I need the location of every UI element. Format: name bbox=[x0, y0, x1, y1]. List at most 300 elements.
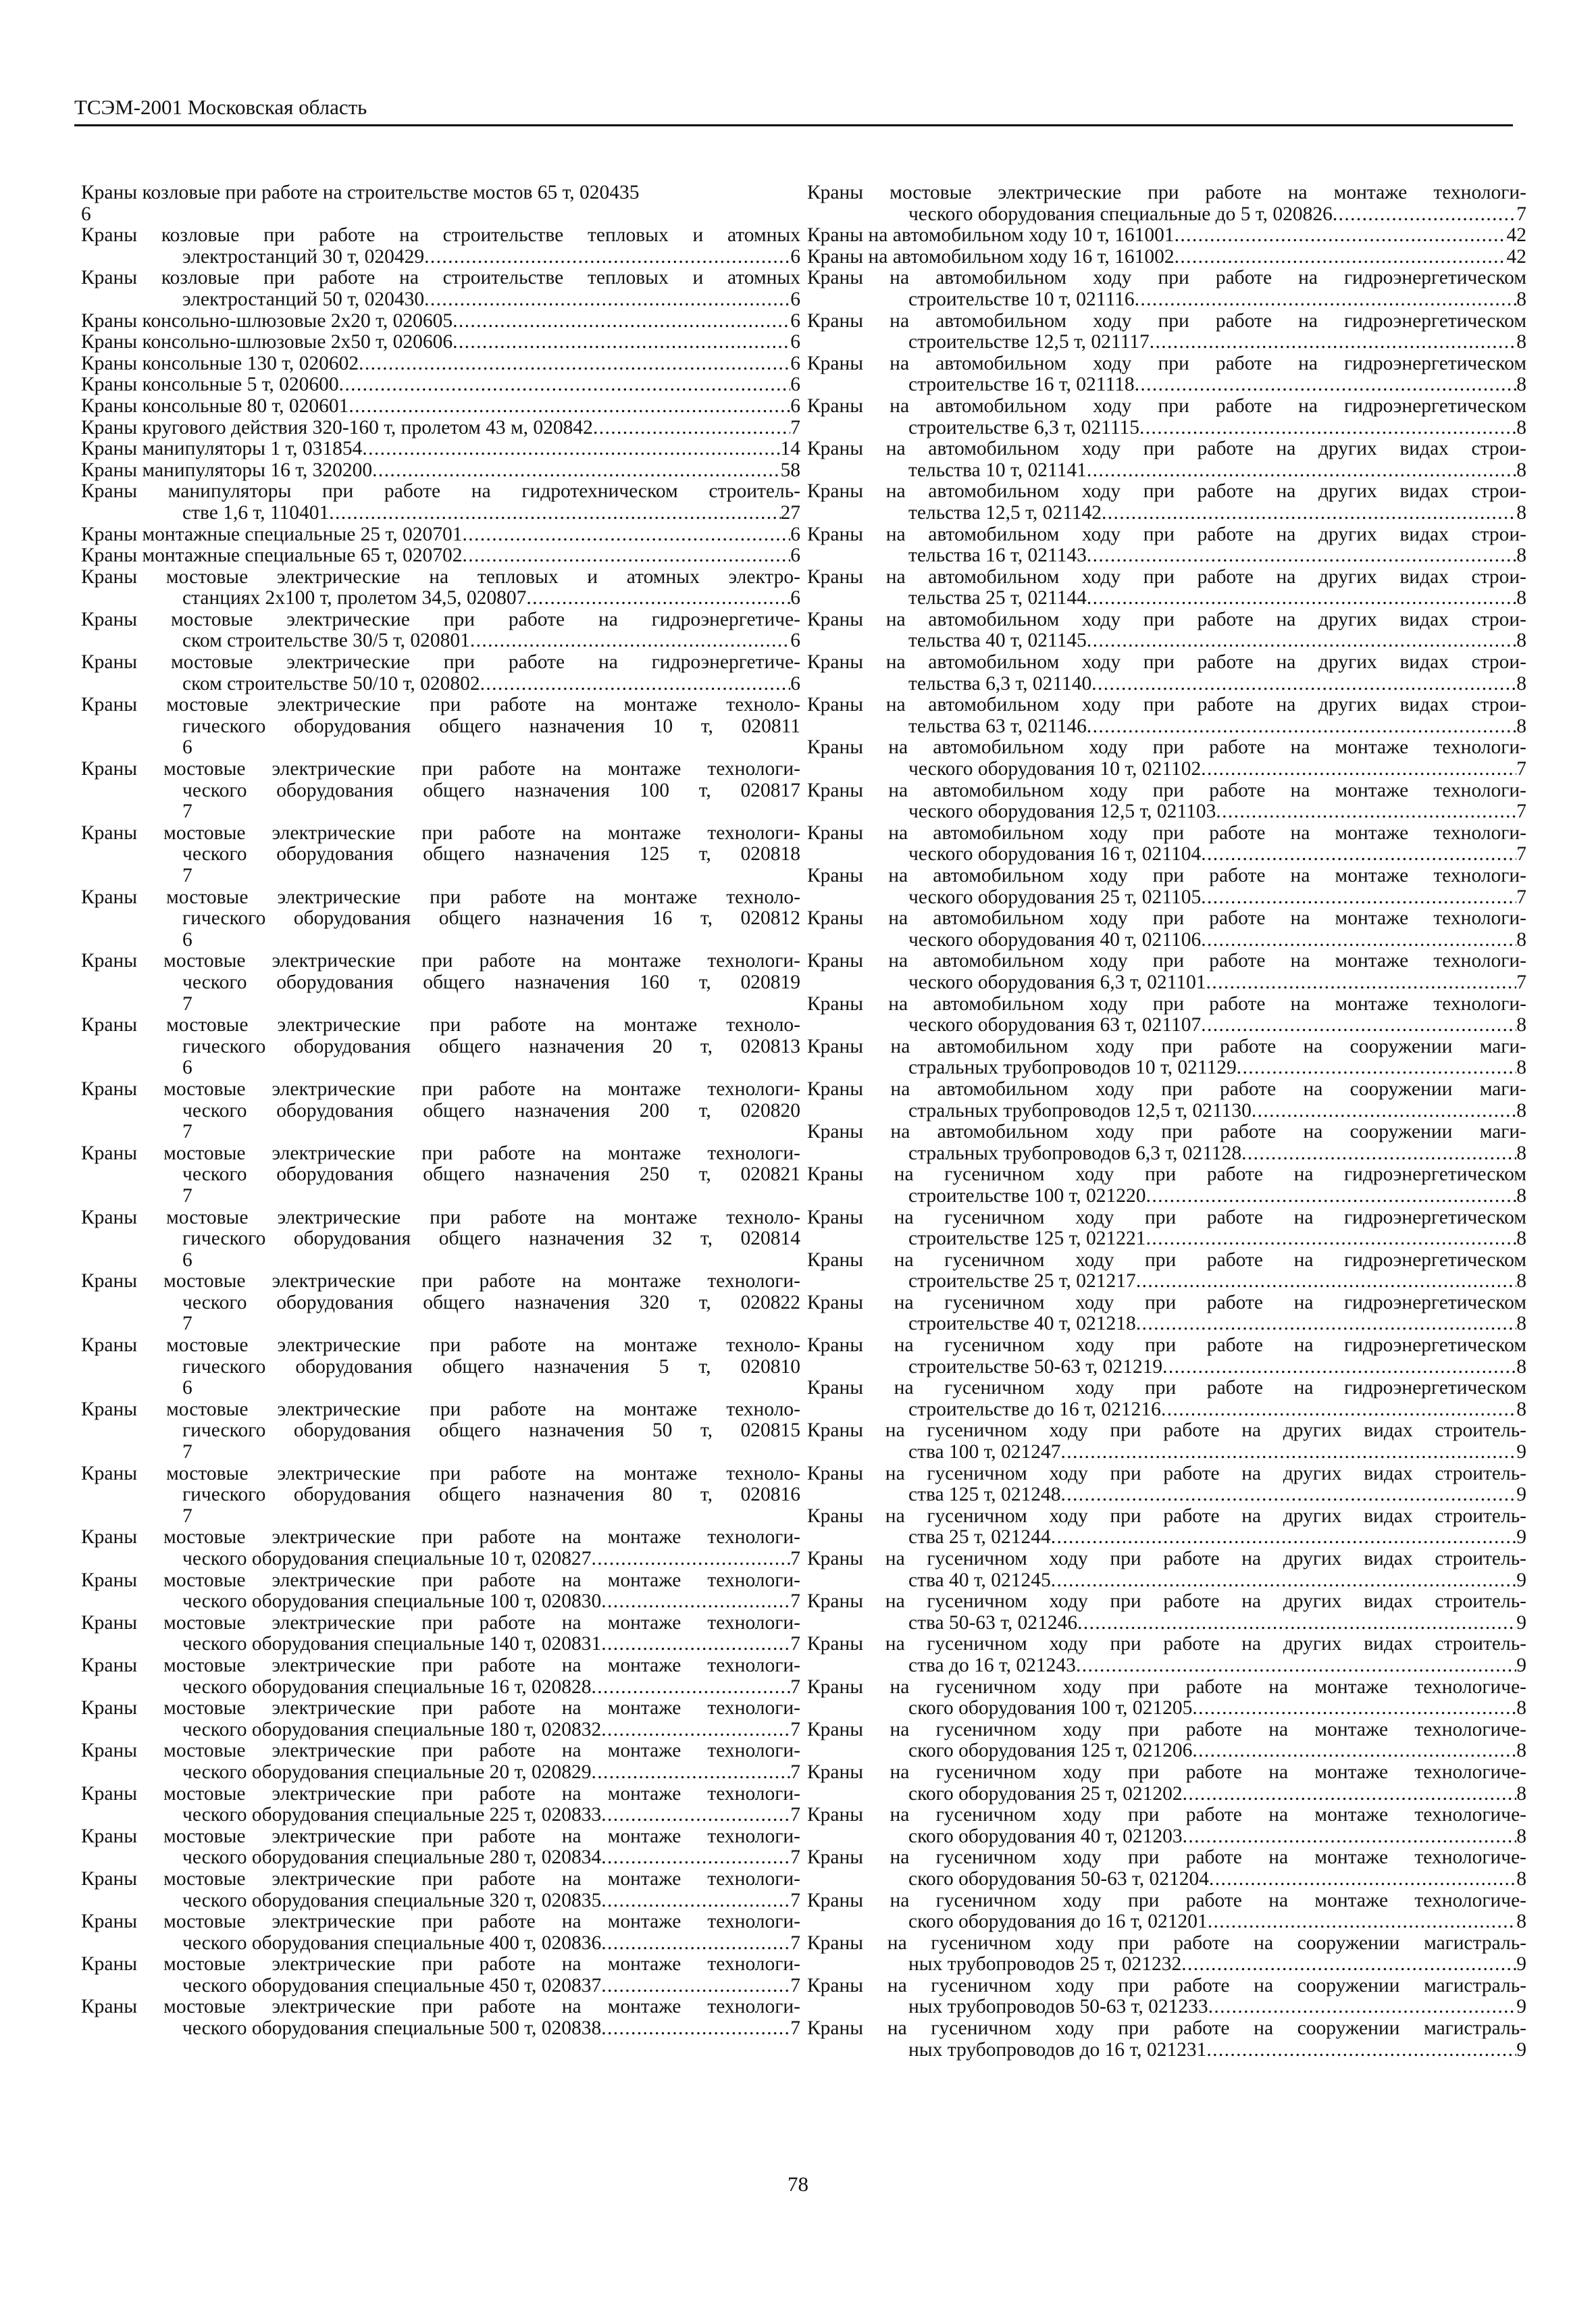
dot-leader bbox=[372, 460, 780, 482]
entry-text: Краны на автомобильном ходу 10 т, 161001 bbox=[807, 224, 1175, 247]
dot-leader bbox=[1181, 1954, 1516, 1976]
entry-text: Краны на автомобильном ходу при работе на других видах строи- bbox=[807, 523, 1526, 545]
entry-text-continued: ческого оборудования специальные 180 т, 020832 bbox=[182, 1718, 602, 1740]
dot-leader bbox=[591, 1677, 790, 1699]
entry-page: 6 bbox=[790, 523, 800, 545]
index-entry bbox=[807, 182, 1526, 225]
entry-text: Краны на автомобильном ходу при работе на других видах строи- bbox=[807, 694, 1526, 716]
entry-page: 8 bbox=[1516, 545, 1526, 567]
entry-page: 6 bbox=[790, 374, 800, 396]
entry-text: Краны мостовые электрические при работе на монтаже технологи- bbox=[81, 1996, 800, 2018]
entry-text-continued: ческого оборудования общего назначения 125 т, 020818 bbox=[182, 843, 800, 865]
entry-text: Краны на гусеничном ходу при работе на других видах строитель- bbox=[807, 1419, 1526, 1442]
entry-text: Краны мостовые электрические при работе на монтаже технологи- bbox=[81, 1611, 800, 1634]
entry-text: Краны манипуляторы при работе на гидротехническом строитель- bbox=[81, 480, 800, 503]
index-entry bbox=[81, 332, 800, 353]
dot-leader bbox=[1216, 801, 1516, 823]
entry-page: 42 bbox=[1506, 224, 1526, 247]
entry-page: 7 bbox=[1516, 758, 1526, 780]
entry-text-continued: ческого оборудования специальные 16 т, 020828 bbox=[182, 1676, 592, 1698]
index-entry bbox=[81, 652, 800, 695]
dot-leader bbox=[1237, 1057, 1516, 1079]
entry-page: 9 bbox=[1516, 1654, 1526, 1676]
entry-text-continued: ческого оборудования специальные 450 т, 020837 bbox=[182, 1974, 602, 1996]
dot-leader bbox=[601, 1719, 790, 1741]
entry-page: 7 bbox=[790, 1718, 800, 1740]
entry-page: 8 bbox=[1516, 1228, 1526, 1250]
entry-page: 7 bbox=[182, 865, 192, 886]
entry-page: 6 bbox=[182, 1057, 192, 1079]
entry-text: Краны на автомобильном ходу при работе на гидроэнергетическом bbox=[807, 309, 1526, 332]
entry-text: Краны на гусеничном ходу при работе на монтаже технологиче- bbox=[807, 1846, 1526, 1869]
index-entry bbox=[81, 481, 800, 524]
entry-page: 6 bbox=[790, 245, 800, 268]
entry-page: 9 bbox=[1516, 1441, 1526, 1463]
entry-text-continued: гического оборудования общего назначения 80 т, 020816 bbox=[182, 1484, 800, 1506]
entry-page: 8 bbox=[1516, 1825, 1526, 1847]
entry-page: 7 bbox=[1516, 203, 1526, 225]
entry-text-continued: ском строительстве 30/5 т, 020801 bbox=[182, 630, 470, 652]
entry-text-continued: ческого оборудования специальные 400 т, 020836 bbox=[182, 1932, 602, 1954]
entry-text: Краны мостовые электрические при работе на монтаже техноло- bbox=[81, 1462, 800, 1484]
entry-text-continued: ческого оборудования 16 т, 021104 bbox=[908, 843, 1202, 865]
entry-page: 7 bbox=[182, 1121, 192, 1143]
index-entry bbox=[807, 1164, 1526, 1207]
entry-text: Краны на гусеничном ходу при работе на сооружении магистраль- bbox=[807, 1932, 1526, 1954]
entry-text: Краны на гусеничном ходу при работе на монтаже технологиче- bbox=[807, 1889, 1526, 1911]
dot-leader bbox=[1192, 1698, 1516, 1719]
entry-text: Краны на автомобильном ходу при работе на монтаже технологи- bbox=[807, 992, 1526, 1015]
entry-text: Краны мостовые электрические при работе на монтаже технологи- bbox=[81, 1911, 800, 1933]
entry-page: 8 bbox=[1516, 1355, 1526, 1378]
entry-text-continued: строительстве 16 т, 021118 bbox=[908, 374, 1135, 396]
entry-text: Краны мостовые электрические при работе на монтаже технологи- bbox=[81, 1697, 800, 1719]
entry-text: Краны мостовые электрические при работе на монтаже техноло- bbox=[81, 886, 800, 908]
entry-page: 8 bbox=[1516, 672, 1526, 695]
entry-page: 8 bbox=[1516, 630, 1526, 652]
entry-text: Краны на гусеничном ходу при работе на гидроэнергетическом bbox=[807, 1249, 1526, 1271]
dot-leader bbox=[526, 588, 790, 609]
entry-text: Краны мостовые электрические при работе на монтаже технологи- bbox=[81, 1270, 800, 1292]
entry-text: Краны на гусеничном ходу при работе на монтаже технологиче- bbox=[807, 1761, 1526, 1783]
entry-text: Краны на гусеничном ходу при работе на монтаже технологиче- bbox=[807, 1804, 1526, 1826]
entry-text-continued: строительстве 10 т, 021116 bbox=[908, 288, 1135, 310]
running-header bbox=[74, 95, 1513, 126]
entry-text: Краны на автомобильном ходу 16 т, 161002 bbox=[807, 245, 1175, 268]
entry-text-continued: ского оборудования 50-63 т, 021204 bbox=[908, 1867, 1209, 1890]
index-entry bbox=[807, 567, 1526, 609]
entry-text-continued: тельства 63 т, 021146 bbox=[908, 715, 1087, 737]
entry-page: 7 bbox=[790, 416, 800, 438]
entry-text-continued: ческого оборудования 12,5 т, 021103 bbox=[908, 801, 1216, 823]
entry-page: 6 bbox=[182, 736, 192, 759]
index-entry bbox=[81, 1570, 800, 1613]
index-entry bbox=[807, 396, 1526, 438]
entry-text-continued: строительстве 12,5 т, 021117 bbox=[908, 331, 1150, 353]
entry-text-continued: тельства 16 т, 021143 bbox=[908, 545, 1087, 567]
index-entry bbox=[81, 1954, 800, 1996]
entry-page: 6 bbox=[790, 587, 800, 609]
entry-text-continued: ского оборудования 40 т, 021203 bbox=[908, 1825, 1183, 1847]
entry-text-continued: стральных трубопроводов 6,3 т, 021128 bbox=[908, 1142, 1242, 1164]
entry-text-continued: ческого оборудования специальные 500 т, 020838 bbox=[182, 2017, 602, 2040]
index-entry bbox=[807, 1079, 1526, 1122]
entry-text-continued: стральных трубопроводов 12,5 т, 021130 bbox=[908, 1099, 1252, 1122]
entry-text: Краны мостовые электрические при работе на монтаже технологи- bbox=[81, 1142, 800, 1164]
entry-text: Краны на гусеничном ходу при работе на других видах строитель- bbox=[807, 1548, 1526, 1569]
dot-leader bbox=[1136, 1271, 1516, 1292]
index-entry bbox=[81, 1911, 800, 1954]
dot-leader bbox=[1146, 1186, 1517, 1207]
entry-page: 6 bbox=[182, 928, 192, 951]
index-entry bbox=[81, 1079, 800, 1143]
index-entry bbox=[807, 1890, 1526, 1933]
entry-text: Краны на автомобильном ходу при работе на монтаже технологи- bbox=[807, 822, 1526, 844]
index-entry bbox=[807, 1506, 1526, 1549]
entry-text-continued: ства 100 т, 021247 bbox=[908, 1441, 1061, 1463]
dot-leader bbox=[591, 1762, 790, 1784]
entry-text: Краны на гусеничном ходу при работе на монтаже технологиче- bbox=[807, 1676, 1526, 1698]
entry-text-continued: ных трубопроводов 25 т, 021232 bbox=[908, 1953, 1182, 1976]
dot-leader bbox=[601, 2018, 790, 2040]
entry-text: Краны на автомобильном ходу при работе на сооружении маги- bbox=[807, 1078, 1526, 1100]
index-entry bbox=[81, 1996, 800, 2039]
entry-text: Краны на гусеничном ходу при работе на гидроэнергетическом bbox=[807, 1334, 1526, 1357]
entry-page: 8 bbox=[1516, 288, 1526, 310]
index-entry bbox=[807, 268, 1526, 310]
index-entry bbox=[807, 1292, 1526, 1335]
index-entry bbox=[81, 545, 800, 567]
index-entry bbox=[81, 268, 800, 310]
index-entry bbox=[81, 1463, 800, 1528]
entry-text: Краны козловые при работе на строительстве тепловых и атомных bbox=[81, 224, 800, 247]
entry-page: 8 bbox=[1516, 374, 1526, 396]
entry-text-continued: ского оборудования 25 т, 021202 bbox=[908, 1782, 1183, 1805]
index-entry bbox=[807, 737, 1526, 780]
dot-leader bbox=[1208, 1911, 1516, 1933]
entry-text-continued: ском строительстве 50/10 т, 020802 bbox=[182, 672, 480, 695]
entry-text-continued: стве 1,6 т, 110401 bbox=[182, 501, 330, 524]
entry-text: Краны консольно-шлюзовые 2х20 т, 020605 bbox=[81, 309, 453, 332]
entry-text: Краны на автомобильном ходу при работе на гидроэнергетическом bbox=[807, 352, 1526, 374]
dot-leader bbox=[1206, 2040, 1516, 2061]
entry-text: Краны мостовые электрические при работе на монтаже технологи- bbox=[807, 182, 1526, 203]
entry-page: 8 bbox=[1516, 1911, 1526, 1933]
entry-page: 8 bbox=[1516, 416, 1526, 438]
entry-page: 7 bbox=[790, 1590, 800, 1613]
index-entry bbox=[807, 1207, 1526, 1250]
dot-leader bbox=[1201, 887, 1516, 909]
index-entry bbox=[807, 438, 1526, 481]
index-column-right bbox=[807, 182, 1526, 2061]
index-entry bbox=[81, 438, 800, 460]
dot-leader bbox=[362, 438, 780, 460]
index-entry bbox=[807, 1591, 1526, 1634]
entry-text: Краны на автомобильном ходу при работе на гидроэнергетическом bbox=[807, 395, 1526, 417]
entry-text-continued: тельства 10 т, 021141 bbox=[908, 459, 1087, 481]
entry-text-continued: строительстве 40 т, 021218 bbox=[908, 1313, 1136, 1335]
dot-leader bbox=[1209, 1869, 1516, 1890]
dot-leader bbox=[601, 1847, 790, 1869]
entry-text-continued: гического оборудования общего назначения 16 т, 020812 bbox=[182, 907, 800, 930]
index-entry bbox=[81, 524, 800, 546]
index-entry bbox=[81, 1869, 800, 1911]
entry-text-continued: станциях 2х100 т, пролетом 34,5, 020807 bbox=[182, 587, 527, 609]
entry-page: 7 bbox=[182, 1505, 192, 1527]
entry-text: Краны на автомобильном ходу при работе на гидроэнергетическом bbox=[807, 267, 1526, 289]
entry-text: Краны мостовые электрические при работе на монтаже технологи- bbox=[81, 1825, 800, 1847]
entry-page: 8 bbox=[1516, 1014, 1526, 1036]
entry-text: Краны на гусеничном ходу при работе на гидроэнергетическом bbox=[807, 1377, 1526, 1399]
dot-leader bbox=[349, 396, 790, 418]
entry-text-continued: тельства 12,5 т, 021142 bbox=[908, 501, 1102, 524]
entry-text-continued: ческого оборудования специальные до 5 т, 020826 bbox=[908, 203, 1333, 225]
index-entry bbox=[807, 1420, 1526, 1463]
index-entry bbox=[807, 780, 1526, 823]
entry-text: Краны монтажные специальные 65 т, 020702 bbox=[81, 545, 463, 567]
entry-text: Краны на гусеничном ходу при работе на других видах строитель- bbox=[807, 1505, 1526, 1527]
dot-leader bbox=[1102, 503, 1516, 524]
entry-page: 8 bbox=[1516, 459, 1526, 481]
entry-page: 6 bbox=[790, 630, 800, 652]
entry-page: 6 bbox=[790, 288, 800, 310]
entry-text-continued: тельства 6,3 т, 021140 bbox=[908, 672, 1092, 695]
entry-text: Краны на гусеничном ходу при работе на гидроэнергетическом bbox=[807, 1206, 1526, 1228]
entry-text-continued: ческого оборудования 63 т, 021107 bbox=[908, 1014, 1202, 1036]
entry-page: 7 bbox=[1516, 843, 1526, 865]
entry-text-continued: ческого оборудования 6,3 т, 021101 bbox=[908, 971, 1206, 993]
entry-text-continued: строительстве 50-63 т, 021219 bbox=[908, 1355, 1163, 1378]
index-column-left bbox=[81, 182, 800, 2040]
entry-text: Краны монтажные специальные 25 т, 020701 bbox=[81, 523, 463, 545]
entry-text-continued: ческого оборудования специальные 20 т, 020829 bbox=[182, 1761, 592, 1783]
index-entry bbox=[807, 1976, 1526, 2018]
entry-text-continued: ства до 16 т, 021243 bbox=[908, 1654, 1076, 1676]
dot-leader bbox=[1201, 930, 1516, 951]
entry-text-continued: ческого оборудования 10 т, 021102 bbox=[908, 758, 1202, 780]
entry-text: Краны мостовые электрические при работе на монтаже технологи- bbox=[81, 1740, 800, 1762]
entry-text: Краны на автомобильном ходу при работе на монтаже технологи- bbox=[807, 907, 1526, 930]
entry-text-continued: стральных трубопроводов 10 т, 021129 bbox=[908, 1057, 1237, 1079]
entry-page: 7 bbox=[790, 1761, 800, 1783]
index-entry bbox=[807, 247, 1526, 268]
index-entry bbox=[807, 823, 1526, 865]
index-entry bbox=[81, 759, 800, 823]
entry-text: Краны кругового действия 320-160 т, пролетом 43 м, 020842 bbox=[81, 416, 593, 438]
entry-page: 7 bbox=[790, 1804, 800, 1826]
entry-page: 42 bbox=[1506, 245, 1526, 268]
dot-leader bbox=[1183, 1826, 1517, 1848]
entry-page: 7 bbox=[790, 1548, 800, 1569]
dot-leader bbox=[1135, 289, 1517, 311]
entry-page: 9 bbox=[1516, 1526, 1526, 1549]
dot-leader bbox=[1087, 545, 1516, 567]
index-entry bbox=[81, 1399, 800, 1463]
index-entry bbox=[807, 652, 1526, 695]
index-entry bbox=[807, 1463, 1526, 1506]
index-entry bbox=[807, 1549, 1526, 1591]
index-entry bbox=[807, 1847, 1526, 1890]
entry-page: 27 bbox=[780, 501, 800, 524]
dot-leader bbox=[601, 1976, 790, 1997]
dot-leader bbox=[1175, 247, 1507, 268]
index-entry bbox=[807, 1677, 1526, 1719]
dot-leader bbox=[359, 353, 790, 375]
entry-text-continued: тельства 25 т, 021144 bbox=[908, 587, 1087, 609]
entry-text: Краны на автомобильном ходу при работе на других видах строи- bbox=[807, 480, 1526, 503]
dot-leader bbox=[339, 374, 791, 396]
entry-text: Краны на автомобильном ходу при работе на монтаже технологи- bbox=[807, 779, 1526, 801]
header-title: ТСЭМ-2001 Московская область bbox=[74, 95, 367, 119]
entry-page: 7 bbox=[790, 1633, 800, 1655]
index-entry bbox=[807, 609, 1526, 652]
entry-text: Краны мостовые электрические при работе на монтаже техноло- bbox=[81, 1206, 800, 1228]
entry-text: Краны мостовые электрические при работе на монтаже технологи- bbox=[81, 758, 800, 780]
index-entry bbox=[807, 1122, 1526, 1164]
entry-text: Краны мостовые электрические при работе на гидроэнергетиче- bbox=[81, 651, 800, 674]
entry-text-continued: гического оборудования общего назначения 10 т, 020811 bbox=[182, 715, 800, 737]
dot-leader bbox=[1206, 972, 1517, 994]
entry-text-continued: ческого оборудования общего назначения 250 т, 020821 bbox=[182, 1163, 800, 1186]
entry-text: Краны мостовые электрические при работе на монтаже техноло- bbox=[81, 1334, 800, 1357]
dot-leader bbox=[1051, 1570, 1516, 1592]
entry-text-continued: ческого оборудования общего назначения 160 т, 020819 bbox=[182, 971, 800, 993]
index-entry bbox=[81, 374, 800, 396]
index-entry bbox=[807, 1719, 1526, 1762]
dot-leader bbox=[601, 1933, 790, 1955]
entry-text-continued: ческого оборудования специальные 280 т, 020834 bbox=[182, 1846, 602, 1869]
entry-page: 7 bbox=[182, 1441, 192, 1463]
index-entry bbox=[81, 695, 800, 759]
dot-leader bbox=[1162, 1357, 1516, 1378]
index-entry bbox=[81, 951, 800, 1015]
entry-text: Краны мостовые электрические при работе на монтаже техноло- bbox=[81, 1398, 800, 1420]
entry-text-continued: ства 50-63 т, 021246 bbox=[908, 1611, 1078, 1634]
dot-leader bbox=[1136, 1313, 1516, 1335]
index-entry bbox=[81, 1015, 800, 1079]
dot-leader bbox=[1061, 1484, 1517, 1506]
dot-leader bbox=[1051, 1527, 1516, 1549]
entry-text: Краны на автомобильном ходу при работе на других видах строи- bbox=[807, 608, 1526, 630]
index-entry bbox=[807, 353, 1526, 396]
page-number: 78 bbox=[788, 2172, 808, 2196]
entry-page: 8 bbox=[1516, 587, 1526, 609]
entry-page: 6 bbox=[790, 331, 800, 353]
entry-page: 8 bbox=[1516, 1782, 1526, 1805]
index-entry bbox=[81, 1207, 800, 1272]
entry-text: Краны консольные 80 т, 020601 bbox=[81, 395, 349, 417]
entry-page: 7 bbox=[790, 1676, 800, 1698]
index-entry bbox=[807, 1805, 1526, 1847]
entry-page: 7 bbox=[182, 1313, 192, 1335]
index-entry bbox=[81, 460, 800, 482]
entry-page: 58 bbox=[780, 459, 800, 481]
entry-text-continued: ческого оборудования специальные 140 т, 020831 bbox=[182, 1633, 602, 1655]
dot-leader bbox=[601, 1890, 790, 1912]
entry-text: Краны на автомобильном ходу при работе на сооружении маги- bbox=[807, 1035, 1526, 1057]
entry-text: Краны на гусеничном ходу при работе на гидроэнергетическом bbox=[807, 1163, 1526, 1186]
entry-page: 7 bbox=[1516, 801, 1526, 823]
index-entry bbox=[81, 182, 800, 225]
entry-text: Краны на автомобильном ходу при работе на монтаже технологи- bbox=[807, 736, 1526, 759]
entry-text-continued: ческого оборудования специальные 100 т, 020830 bbox=[182, 1590, 602, 1613]
dot-leader bbox=[453, 332, 790, 353]
entry-text: Краны консольные 5 т, 020600 bbox=[81, 374, 339, 396]
entry-text-continued: гического оборудования общего назначения 5 т, 020810 bbox=[182, 1355, 800, 1378]
entry-page: 8 bbox=[1516, 1142, 1526, 1164]
dot-leader bbox=[601, 1591, 790, 1613]
dot-leader bbox=[424, 289, 790, 311]
index-entry bbox=[81, 353, 800, 375]
index-entry bbox=[81, 567, 800, 609]
entry-text-continued: гического оборудования общего назначения 32 т, 020814 bbox=[182, 1228, 800, 1250]
entry-text-continued: ческого оборудования общего назначения 100 т, 020817 bbox=[182, 779, 800, 801]
entry-text-continued: ства 40 т, 021245 bbox=[908, 1569, 1051, 1591]
index-entry bbox=[81, 1527, 800, 1569]
index-entry bbox=[807, 1634, 1526, 1676]
entry-text: Краны мостовые электрические при работе на гидроэнергетиче- bbox=[81, 608, 800, 630]
entry-text: Краны на гусеничном ходу при работе на сооружении магистраль- bbox=[807, 2017, 1526, 2040]
dot-leader bbox=[1333, 204, 1516, 226]
dot-leader bbox=[470, 630, 790, 652]
dot-leader bbox=[1201, 759, 1516, 780]
entry-text-continued: ческого оборудования специальные 225 т, 020833 bbox=[182, 1804, 602, 1826]
dot-leader bbox=[1077, 1613, 1516, 1634]
entry-page: 7 bbox=[790, 1846, 800, 1869]
entry-page: 6 bbox=[790, 545, 800, 567]
dot-leader bbox=[1061, 1442, 1517, 1463]
entry-text: Краны мостовые электрические при работе на монтаже техноло- bbox=[81, 694, 800, 716]
index-entry bbox=[81, 1698, 800, 1740]
index-entry bbox=[807, 951, 1526, 993]
index-entry bbox=[807, 865, 1526, 908]
index-entry bbox=[81, 887, 800, 951]
entry-page: 6 bbox=[790, 395, 800, 417]
entry-page: 6 bbox=[790, 672, 800, 695]
entry-text: Краны мостовые электрические при работе на монтаже технологи- bbox=[81, 1654, 800, 1676]
entry-text: Краны на гусеничном ходу при работе на других видах строитель- bbox=[807, 1462, 1526, 1484]
index-entry bbox=[807, 1036, 1526, 1079]
dot-leader bbox=[591, 1549, 790, 1570]
dot-leader bbox=[329, 503, 780, 524]
entry-page: 7 bbox=[182, 992, 192, 1015]
dot-leader bbox=[1087, 460, 1516, 482]
index-entry bbox=[81, 609, 800, 652]
index-entry bbox=[81, 1613, 800, 1655]
entry-page: 6 bbox=[790, 309, 800, 332]
entry-page: 8 bbox=[1516, 1697, 1526, 1719]
dot-leader bbox=[1091, 674, 1516, 695]
entry-text: Краны на автомобильном ходу при работе на других видах строи- bbox=[807, 651, 1526, 674]
entry-text-continued: ческого оборудования общего назначения 320 т, 020822 bbox=[182, 1291, 800, 1313]
dot-leader bbox=[462, 545, 790, 567]
entry-text: Краны на гусеничном ходу при работе на других видах строитель- bbox=[807, 1590, 1526, 1613]
entry-text: Краны мостовые электрические на тепловых и атомных электро- bbox=[81, 565, 800, 588]
dot-leader bbox=[424, 247, 790, 268]
dot-leader bbox=[1087, 588, 1516, 609]
entry-text: Краны на гусеничном ходу при работе на гидроэнергетическом bbox=[807, 1291, 1526, 1313]
entry-text: Краны на автомобильном ходу при работе на сооружении маги- bbox=[807, 1121, 1526, 1143]
entry-page: 8 bbox=[1516, 715, 1526, 737]
index-entry bbox=[81, 1271, 800, 1335]
index-entry bbox=[807, 481, 1526, 524]
dot-leader bbox=[453, 311, 790, 332]
entry-text: Краны на автомобильном ходу при работе на монтаже технологи- bbox=[807, 865, 1526, 886]
entry-text: Краны консольно-шлюзовые 2х50 т, 020606 bbox=[81, 331, 453, 353]
entry-text: Краны козловые при работе на строительстве тепловых и атомных bbox=[81, 267, 800, 289]
entry-page: 7 bbox=[182, 801, 192, 823]
index-entry bbox=[81, 225, 800, 268]
